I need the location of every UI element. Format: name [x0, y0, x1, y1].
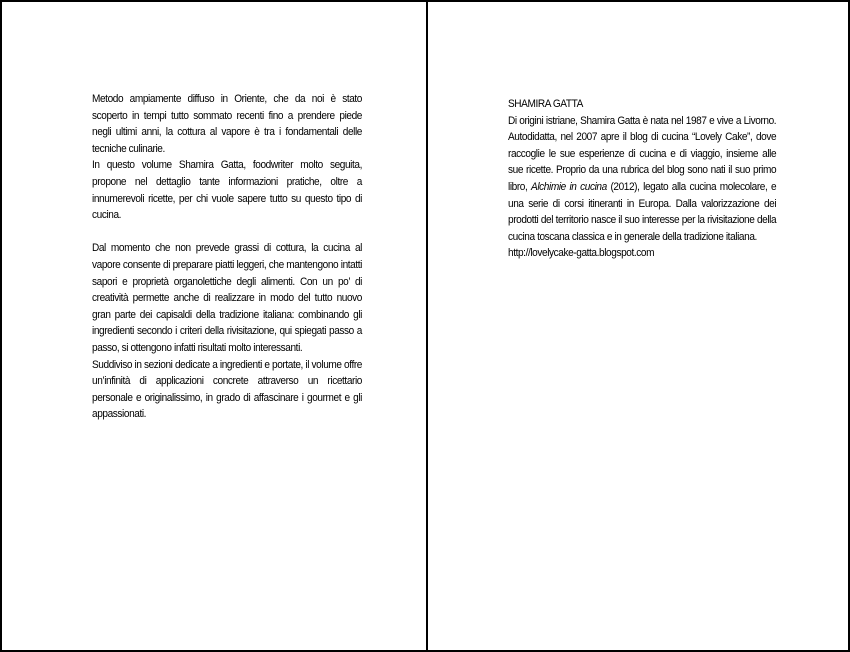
blog-url: http://lovelycake-gatta.blogspot.com	[508, 247, 655, 260]
author-bio	[508, 96, 776, 262]
paragraph-intro: Metodo ampiamente diffuso in Oriente, che da noi è stato scoperto in tempi tutto sommato recenti fino a prendere piede negli ultimi anni, la cottura al vapore è tra i fondamentali delle tecniche culinarie.	[92, 93, 362, 155]
paragraph-steam-cooking: Dal momento che non prevede grassi di cottura, la cucina al vapore consente di preparare piatti leggeri, che mantengono intatti sapori e proprietà organolettiche degli alimenti. Con un po’ di creatività permette anche di realizzare in modo del tutto nuovo gran parte dei capisaldi della tradizione italiana: combinando gli ingredienti secondo i criteri della rivisitazione, qui spiegati passo a passo, si ottengono infatti risultati molto interessanti.	[92, 242, 362, 354]
bio-text-part2: (2012), legato alla cucina molecolare, e una serie di corsi itineranti in Europa. Dalla valorizzazione dei prodotti del territorio nasce il suo interesse per la rivisitazione della cucina toscana classica e in generale della tradizione italiana.	[508, 180, 777, 243]
paragraph-spacer	[92, 224, 362, 241]
left-page	[2, 2, 426, 650]
author-name: SHAMIRA GATTA	[508, 98, 583, 110]
right-page	[428, 2, 850, 650]
author-biography	[508, 113, 776, 246]
book-title: Alchimie in cucina	[531, 180, 607, 193]
paragraph-volume: In questo volume Shamira Gatta, foodwriter molto seguita, propone nel dettaglio tante informazioni pratiche, oltre a innumerevoli ricette, per chi vuole sapere tutto su questo tipo di cucina.	[92, 159, 362, 222]
paragraph-sections: Suddiviso in sezioni dedicate a ingredienti e portate, il volume offre un’infinità di applicazioni concrete attraverso un ricettario personale e originalissimo, in grado di affascinare i gourmet e gli appassionati.	[92, 358, 362, 421]
bio-text-part1: Di origini istriane, Shamira Gatta è nata nel 1987 e vive a Livorno. Autodidatta, nel 2007 apre il blog di cucina “Lovely Cake”, dove raccoglie le sue esperienze di cucina e di viaggio, insieme alle sue ricette. Proprio da una rubrica del blog sono nati il suo primo libro,	[508, 114, 777, 193]
left-page-text	[92, 91, 362, 423]
